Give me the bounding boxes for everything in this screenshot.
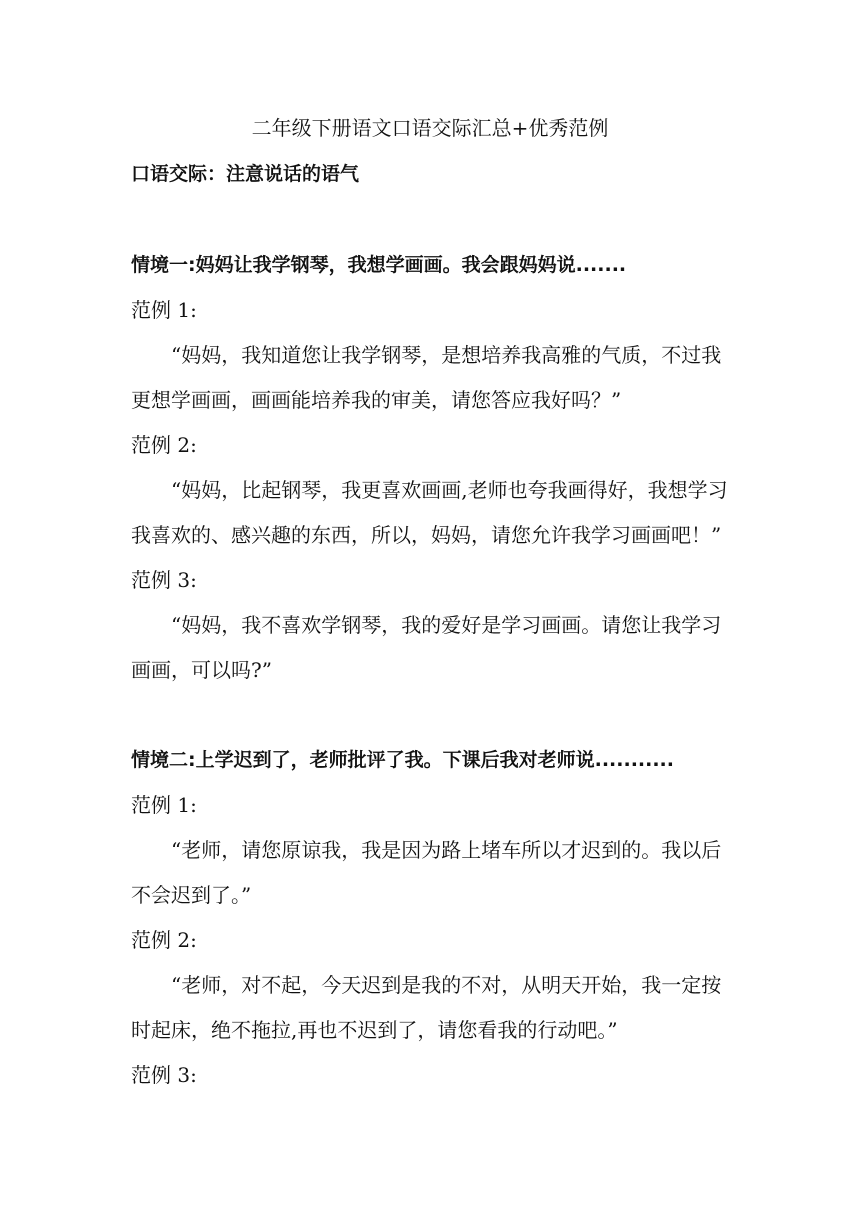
- scenario1-example2-line2: 我喜欢的、感兴趣的东西，所以，妈妈，请您允许我学习画画吧！”: [131, 523, 722, 547]
- scenario1-example3-label: 范例 3:: [131, 568, 197, 592]
- section-title: 口语交际：注意说话的语气: [131, 163, 360, 185]
- scenario2-heading: 情境二:上学迟到了，老师批评了我。下课后我对老师说...........: [131, 749, 674, 771]
- scenario1-example1-line1: “妈妈，我知道您让我学钢琴，是想培养我高雅的气质，不过我: [171, 343, 722, 367]
- scenario1-example2-line1: “妈妈，比起钢琴，我更喜欢画画,老师也夸我画得好，我想学习: [171, 478, 728, 502]
- scenario2-example1-line2: 不会迟到了。”: [131, 883, 252, 907]
- page-title: 二年级下册语文口语交际汇总+优秀范例: [251, 116, 609, 140]
- scenario1-heading: 情境一:妈妈让我学钢琴，我想学画画。我会跟妈妈说.......: [131, 254, 627, 276]
- scenario1-example1-line2: 更想学画画，画画能培养我的审美，请您答应我好吗？”: [131, 388, 622, 412]
- scenario1-example3-line2: 画画，可以吗?”: [131, 658, 272, 682]
- scenario2-example1-label: 范例 1:: [131, 793, 197, 817]
- scenario1-example1-label: 范例 1:: [131, 298, 197, 322]
- scenario2-example1-line1: “老师，请您原谅我，我是因为路上堵车所以才迟到的。我以后: [171, 838, 722, 862]
- scenario2-example2-line2: 时起床，绝不拖拉,再也不迟到了，请您看我的行动吧。”: [131, 1018, 618, 1042]
- scenario2-example2-line1: “老师，对不起，今天迟到是我的不对，从明天开始，我一定按: [171, 973, 722, 997]
- scenario2-example3-label: 范例 3:: [131, 1063, 197, 1087]
- scenario2-example2-label: 范例 2:: [131, 928, 197, 952]
- scenario1-example2-label: 范例 2:: [131, 433, 197, 457]
- scenario1-example3-line1: “妈妈，我不喜欢学钢琴，我的爱好是学习画画。请您让我学习: [171, 613, 722, 637]
